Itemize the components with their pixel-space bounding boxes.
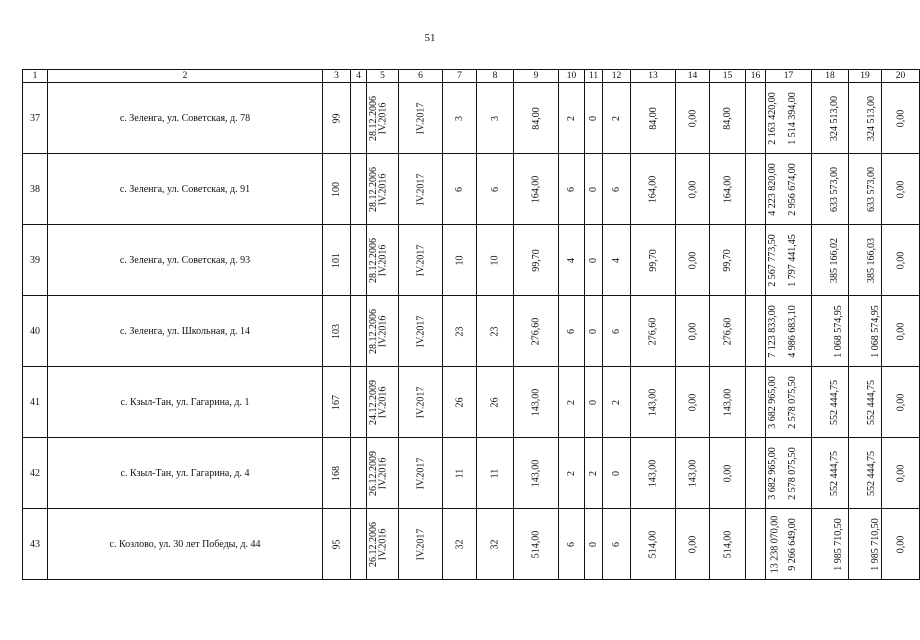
address-cell: с. Зеленга, ул. Школьная, д. 14 [48, 296, 323, 367]
row-number: 40 [23, 296, 48, 367]
cell-c9 [514, 154, 559, 225]
cell-c10 [559, 225, 585, 296]
cell-value: 28.12.2006 [368, 166, 379, 212]
cell-value: 2 [566, 399, 577, 405]
cell-c8 [477, 296, 514, 367]
cell-c6 [399, 154, 443, 225]
cell-c15 [710, 367, 746, 438]
cell-c18 [812, 509, 849, 580]
cell-value: 4 [566, 257, 577, 263]
cell-c10 [559, 296, 585, 367]
cell-value: 32 [489, 539, 501, 549]
address-cell: с. Зеленга, ул. Советская, д. 78 [48, 83, 323, 154]
cell-c10 [559, 438, 585, 509]
cell-value: 143,00 [647, 388, 659, 416]
row-number: 39 [23, 225, 48, 296]
cell-value: 2 578 075,50 [786, 375, 798, 429]
cell-c13 [631, 225, 676, 296]
cell-value: 24.12.2009 [368, 379, 379, 425]
cell-c7 [443, 83, 477, 154]
cell-c15 [710, 154, 746, 225]
cell-value: 2 [566, 115, 577, 121]
cell-value: 0,00 [687, 251, 698, 269]
cell-value: 1 068 574,95 [832, 304, 844, 358]
column-number: 19 [849, 70, 882, 83]
column-number: 5 [367, 70, 399, 83]
cell-c4 [351, 83, 379, 154]
cell-value: 324 513,00 [829, 95, 840, 141]
cell-value: 6 [566, 186, 577, 192]
cell-value: 6 [489, 186, 501, 192]
cell-value: 3 682 965,00 [766, 375, 778, 429]
cell-value: 2 163 420,00 [766, 91, 778, 145]
cell-c8 [477, 225, 514, 296]
cell-c16 [746, 154, 778, 225]
cell-c11 [585, 367, 603, 438]
address-cell: с. Кзыл-Тан, ул. Гагарина, д. 1 [48, 367, 323, 438]
cell-c11 [585, 83, 603, 154]
housing-register-table [22, 69, 920, 580]
column-number: 1 [23, 70, 48, 83]
cell-c13 [631, 509, 676, 580]
cell-c9 [514, 296, 559, 367]
cell-c3 [323, 438, 351, 509]
cell-value: 164,00 [647, 175, 659, 203]
cell-value: 633 573,00 [829, 166, 840, 212]
cell-value: 10 [454, 255, 465, 265]
cell-c15 [710, 83, 746, 154]
cell-value: IV.2016 [377, 244, 389, 276]
cell-c18 [812, 225, 849, 296]
cell-c3 [323, 367, 351, 438]
cell-value: 164,00 [530, 175, 542, 203]
table-row [23, 225, 920, 296]
column-number: 13 [631, 70, 676, 83]
cell-c3 [323, 296, 351, 367]
cell-c8 [477, 438, 514, 509]
cell-value: 0,00 [687, 322, 698, 340]
cell-value: 0,00 [895, 109, 906, 127]
cell-value: 103 [331, 323, 342, 339]
cell-value: 32 [454, 539, 465, 549]
row-number: 38 [23, 154, 48, 225]
cell-c6 [399, 83, 443, 154]
cell-c13 [631, 367, 676, 438]
table-row [23, 83, 920, 154]
cell-c4 [351, 509, 379, 580]
cell-c6 [399, 438, 443, 509]
column-number: 15 [710, 70, 746, 83]
cell-value: 101 [331, 252, 342, 268]
cell-c11 [585, 509, 603, 580]
cell-value: 0,00 [895, 180, 906, 198]
cell-c14 [676, 438, 710, 509]
cell-value: IV.2016 [377, 173, 389, 205]
column-number: 14 [676, 70, 710, 83]
cell-value: 385 166,03 [866, 237, 877, 283]
cell-c16 [746, 296, 778, 367]
cell-value: 2 956 674,00 [786, 162, 798, 216]
cell-c9 [514, 438, 559, 509]
cell-c19 [849, 438, 882, 509]
cell-c14 [676, 225, 710, 296]
cell-c16 [746, 438, 778, 509]
cell-value: 7 123 833,00 [766, 304, 778, 358]
row-number: 41 [23, 367, 48, 438]
cell-value: 143,00 [687, 459, 698, 487]
table-row [23, 438, 920, 509]
cell-c4 [351, 367, 379, 438]
cell-value: 0,00 [895, 464, 906, 482]
cell-value: 2 578 075,50 [786, 446, 798, 500]
cell-c14 [676, 367, 710, 438]
column-number: 8 [477, 70, 514, 83]
cell-value: 3 [454, 115, 465, 121]
cell-c15 [710, 509, 746, 580]
cell-value: 0 [588, 541, 599, 547]
cell-value: 143,00 [722, 388, 733, 416]
column-number: 7 [443, 70, 477, 83]
column-number: 6 [399, 70, 443, 83]
cell-c13 [631, 83, 676, 154]
column-number: 17 [766, 70, 812, 83]
cell-value: 9 266 649,00 [786, 517, 798, 571]
cell-c14 [676, 83, 710, 154]
cell-c20 [882, 83, 920, 154]
row-number: 42 [23, 438, 48, 509]
cell-value: 0,00 [895, 322, 906, 340]
address-cell: с. Зеленга, ул. Советская, д. 91 [48, 154, 323, 225]
cell-value: 276,60 [530, 317, 542, 345]
column-number-row [23, 70, 920, 83]
cell-c3 [323, 83, 351, 154]
cell-c7 [443, 296, 477, 367]
cell-value: 6 [454, 186, 465, 192]
cell-value: 276,60 [722, 317, 733, 345]
cell-c11 [585, 296, 603, 367]
column-number: 16 [746, 70, 766, 83]
column-number: 18 [812, 70, 849, 83]
cell-value: 2 [566, 470, 577, 476]
cell-c6 [399, 225, 443, 296]
cell-c6 [399, 509, 443, 580]
page-number: 51 [424, 32, 436, 44]
column-number: 2 [48, 70, 323, 83]
cell-c20 [882, 225, 920, 296]
cell-value: 4 223 820,00 [766, 162, 778, 216]
address-cell: с. Козлово, ул. 30 лет Победы, д. 44 [48, 509, 323, 580]
cell-c20 [882, 509, 920, 580]
cell-value: 3 682 965,00 [766, 446, 778, 500]
cell-c4 [351, 296, 379, 367]
column-number: 4 [351, 70, 367, 83]
table-row [23, 367, 920, 438]
cell-c12 [603, 438, 631, 509]
cell-value: 28.12.2006 [368, 308, 379, 354]
cell-value: 0 [588, 257, 599, 263]
cell-c18 [812, 367, 849, 438]
cell-c9 [514, 367, 559, 438]
cell-value: 28.12.2006 [368, 237, 379, 283]
cell-c4 [351, 438, 379, 509]
cell-value: 2 567 773,50 [766, 233, 778, 287]
cell-value: 514,00 [647, 530, 659, 558]
cell-value: 0,00 [687, 535, 698, 553]
cell-c7 [443, 509, 477, 580]
cell-value: 6 [611, 328, 622, 334]
cell-value: 6 [611, 186, 622, 192]
cell-value: 0 [588, 399, 599, 405]
cell-c9 [514, 83, 559, 154]
cell-value: IV.2016 [377, 315, 389, 347]
cell-c19 [849, 83, 882, 154]
cell-c19 [849, 225, 882, 296]
table-row [23, 154, 920, 225]
cell-value: 514,00 [722, 530, 733, 558]
cell-c12 [603, 367, 631, 438]
cell-c6 [399, 367, 443, 438]
cell-value: 84,00 [530, 106, 542, 130]
cell-c4 [351, 154, 379, 225]
cell-c12 [603, 83, 631, 154]
table-row [23, 509, 920, 580]
cell-c15 [710, 438, 746, 509]
cell-c8 [477, 509, 514, 580]
cell-c9 [514, 225, 559, 296]
cell-value: 0 [588, 115, 599, 121]
cell-c12 [603, 296, 631, 367]
cell-c15 [710, 296, 746, 367]
cell-c4 [351, 225, 379, 296]
cell-value: 0 [588, 186, 599, 192]
cell-value: 4 [611, 257, 622, 263]
cell-value: 633 573,00 [866, 166, 877, 212]
cell-value: 99 [331, 113, 342, 123]
cell-c12 [603, 225, 631, 296]
row-number: 43 [23, 509, 48, 580]
cell-value: 552 444,75 [866, 379, 877, 425]
column-number: 20 [882, 70, 920, 83]
cell-value: 168 [331, 465, 342, 481]
cell-c16 [746, 225, 778, 296]
cell-c6 [399, 296, 443, 367]
cell-value: 100 [331, 181, 342, 197]
cell-value: 167 [331, 394, 342, 410]
cell-value: 3 [489, 115, 501, 121]
cell-value: 26 [454, 397, 465, 407]
cell-value: 11 [453, 468, 465, 478]
cell-c19 [849, 154, 882, 225]
column-number: 11 [585, 70, 603, 83]
cell-c11 [585, 438, 603, 509]
cell-value: 95 [331, 539, 342, 549]
cell-value: 26 [489, 397, 501, 407]
cell-value: 324 513,00 [866, 95, 877, 141]
column-number: 10 [559, 70, 585, 83]
cell-value: 0 [588, 328, 599, 334]
column-number: 9 [514, 70, 559, 83]
cell-c14 [676, 509, 710, 580]
cell-value: 0,00 [895, 251, 906, 269]
cell-c20 [882, 296, 920, 367]
table-row [23, 296, 920, 367]
cell-c8 [477, 367, 514, 438]
cell-value: 0 [611, 470, 622, 476]
cell-c18 [812, 154, 849, 225]
cell-value: 552 444,75 [829, 379, 840, 425]
cell-value: 10 [489, 255, 501, 265]
cell-c7 [443, 225, 477, 296]
cell-c20 [882, 154, 920, 225]
cell-value: 2 [588, 470, 599, 476]
cell-c8 [477, 154, 514, 225]
cell-value: IV.2016 [377, 457, 389, 489]
cell-c10 [559, 83, 585, 154]
cell-value: 23 [489, 326, 501, 336]
cell-value: 84,00 [722, 106, 733, 130]
cell-value: 0,00 [722, 464, 733, 482]
cell-value: IV.2017 [414, 173, 426, 205]
cell-value: 143,00 [530, 459, 542, 487]
cell-value: 0,00 [895, 535, 906, 553]
cell-value: 2 [611, 399, 622, 405]
cell-value: 0,00 [687, 109, 698, 127]
cell-value: 26.12.2009 [368, 450, 379, 496]
cell-value: 0,00 [687, 393, 698, 411]
cell-c7 [443, 367, 477, 438]
cell-c7 [443, 154, 477, 225]
cell-c14 [676, 154, 710, 225]
address-cell: с. Зеленга, ул. Советская, д. 93 [48, 225, 323, 296]
cell-value: 514,00 [530, 530, 542, 558]
cell-value: 1 514 394,00 [786, 91, 798, 145]
cell-c20 [882, 438, 920, 509]
cell-value: 552 444,75 [829, 450, 840, 496]
cell-value: 1 797 441,45 [786, 233, 798, 287]
cell-value: 143,00 [647, 459, 659, 487]
cell-c18 [812, 296, 849, 367]
cell-value: 4 986 683,10 [786, 304, 798, 358]
cell-c3 [323, 225, 351, 296]
cell-c14 [676, 296, 710, 367]
cell-c12 [603, 154, 631, 225]
cell-value: 26.12.2006 [368, 521, 379, 567]
cell-c20 [882, 367, 920, 438]
cell-value: 28.12.2006 [368, 95, 379, 141]
cell-value: 13 238 070,00 [769, 515, 781, 573]
cell-value: IV.2017 [414, 315, 426, 347]
cell-c19 [849, 296, 882, 367]
cell-value: IV.2016 [377, 528, 389, 560]
cell-c19 [849, 367, 882, 438]
cell-value: 6 [566, 541, 577, 547]
cell-value: 6 [611, 541, 622, 547]
cell-value: 552 444,75 [866, 450, 877, 496]
cell-c11 [585, 154, 603, 225]
cell-c16 [746, 83, 778, 154]
cell-value: IV.2017 [414, 244, 426, 276]
cell-value: IV.2017 [414, 102, 426, 134]
cell-value: IV.2016 [377, 386, 389, 418]
cell-c18 [812, 438, 849, 509]
cell-c18 [812, 83, 849, 154]
cell-c12 [603, 509, 631, 580]
cell-value: 143,00 [530, 388, 542, 416]
cell-value: 2 [611, 115, 622, 121]
cell-c15 [710, 225, 746, 296]
cell-c11 [585, 225, 603, 296]
column-number: 12 [603, 70, 631, 83]
cell-value: 1 068 574,95 [869, 304, 881, 358]
cell-value: 84,00 [647, 106, 659, 130]
row-number: 37 [23, 83, 48, 154]
cell-value: IV.2017 [414, 386, 426, 418]
cell-value: 164,00 [722, 175, 733, 203]
cell-value: 276,60 [647, 317, 659, 345]
cell-value: IV.2017 [414, 528, 426, 560]
cell-value: IV.2016 [377, 102, 389, 134]
cell-value: 99,70 [722, 248, 733, 272]
cell-value: 23 [454, 326, 465, 336]
cell-value: 6 [566, 328, 577, 334]
cell-c16 [746, 367, 778, 438]
cell-c7 [443, 438, 477, 509]
cell-c3 [323, 509, 351, 580]
cell-value: 99,70 [647, 248, 659, 272]
cell-c13 [631, 154, 676, 225]
column-number: 3 [323, 70, 351, 83]
cell-value: 385 166,02 [829, 237, 840, 283]
cell-c10 [559, 154, 585, 225]
cell-value: 0,00 [687, 180, 698, 198]
cell-c16 [746, 509, 781, 580]
address-cell: с. Кзыл-Тан, ул. Гагарина, д. 4 [48, 438, 323, 509]
cell-c13 [631, 438, 676, 509]
cell-value: 1 985 710,50 [832, 517, 844, 571]
cell-c19 [849, 509, 882, 580]
cell-c10 [559, 509, 585, 580]
cell-value: IV.2017 [414, 457, 426, 489]
cell-c9 [514, 509, 559, 580]
cell-value: 11 [489, 468, 501, 478]
cell-c8 [477, 83, 514, 154]
cell-value: 1 985 710,50 [869, 517, 881, 571]
cell-c3 [323, 154, 351, 225]
cell-c13 [631, 296, 676, 367]
cell-value: 99,70 [530, 248, 542, 272]
cell-c10 [559, 367, 585, 438]
cell-value: 0,00 [895, 393, 906, 411]
